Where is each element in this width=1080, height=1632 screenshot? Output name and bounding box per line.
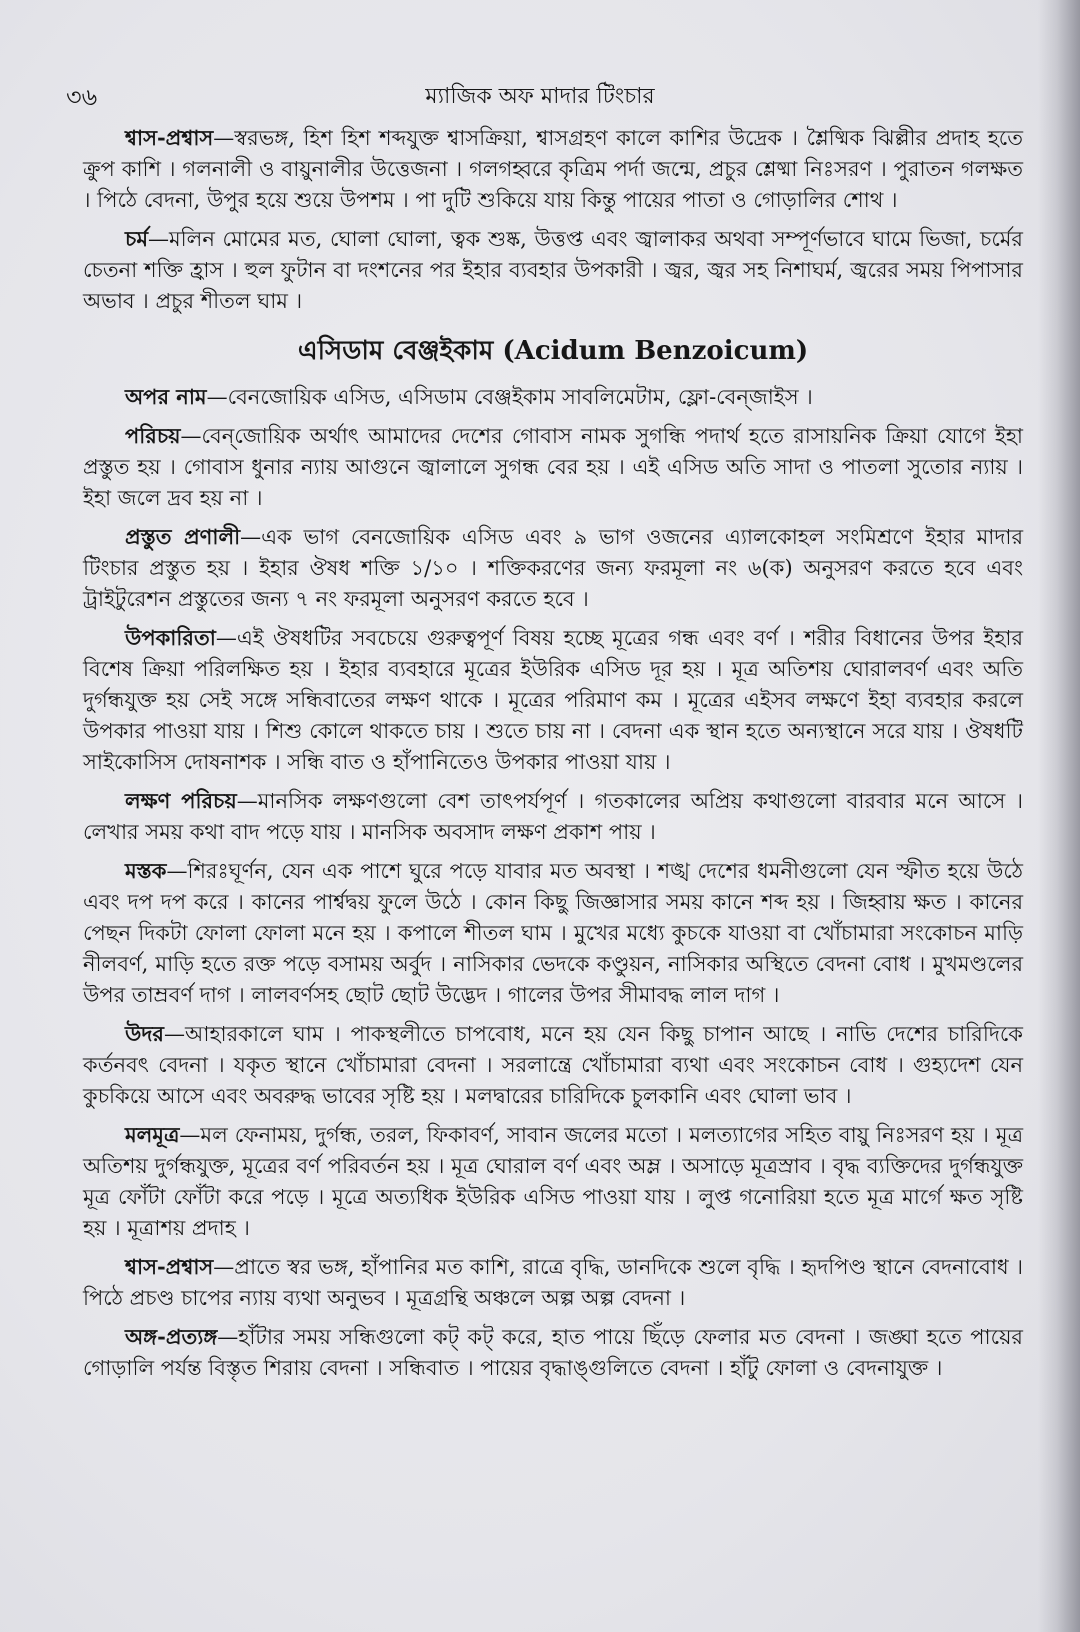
page-body xyxy=(83,122,1023,1391)
paragraph-mental-symptoms xyxy=(83,785,1023,848)
paragraph-head xyxy=(83,855,1023,1011)
paragraph-lead: অঙ্গ-প্রত্যঙ্গ xyxy=(125,1324,218,1349)
paragraph-text: —মানসিক লক্ষণগুলো বেশ তাৎপর্যপূর্ণ । গতকালের অপ্রিয় কথাগুলো বারবার মনে আসে । লেখার সময় কথা বাদ পড়ে যায় । মানসিক অবসাদ লক্ষণ প্রকাশ পায় । xyxy=(83,789,1023,844)
paragraph-text: —আহারকালে ঘাম । পাকস্থলীতে চাপবোধ, মনে হয় যেন কিছু চাপান আছে । নাভি দেশের চারিদিকে কর্তনবৎ বেদনা । যকৃত স্থানে খোঁচামারা বেদনা । সরলান্ত্রে খোঁচামারা ব্যথা এবং সংকোচন বোধ । গুহ্যদেশ যেন কুচকিয়ে আসে এবং অবরুদ্ধ ভাবের সৃষ্টি হয় । মলদ্বারের চারিদিকে চুলকানি এবং ঘোলা ভাব । xyxy=(83,1022,1023,1108)
paragraph-synonyms xyxy=(83,381,1023,413)
paragraph-text: —শিরঃঘূর্ণন, যেন এক পাশে ঘুরে পড়ে যাবার মত অবস্থা । শঙ্খ দেশের ধমনীগুলো যেন স্ফীত হয়ে উঠে এবং দপ দপ করে । কানের পার্শ্বদ্বয় ফুলে উঠে । কোন কিছু জিজ্ঞাসার সময় কানে শব্দ হয় । জিহ্বায় ক্ষত । কানের পেছন দিকটা ফোলা ফোলা মনে হয় । কপালে শীতল ঘাম । মুখের মধ্যে কুচকে যাওয়া বা খোঁচামারা সংকোচন মাড়ি নীলবর্ণ, মাড়ি হতে রক্ত পড়ে বসাময় অর্বুদ । নাসিকার ভেদকে কণ্ডুয়ন, নাসিকার অস্থিতে বেদনা বোধ । মুখমণ্ডলের উপর তাম্রবর্ণ দাগ । লালবর্ণসহ ছোট ছোট উদ্ভেদ । গালের উপর সীমাবদ্ধ লাল দাগ । xyxy=(83,859,1023,1007)
paragraph-lead: প্রস্তুত প্রণালী xyxy=(125,524,241,549)
paragraph-lead: শ্বাস-প্রশ্বাস xyxy=(125,125,214,150)
paragraph-abdomen xyxy=(83,1018,1023,1112)
paragraph-preparation xyxy=(83,521,1023,615)
paragraph-stool-urine xyxy=(83,1119,1023,1244)
paragraph-extremities xyxy=(83,1321,1023,1384)
page-edge-shadow xyxy=(1038,0,1080,1632)
paragraph-lead: উদর xyxy=(125,1021,164,1046)
paragraph-text: —এক ভাগ বেনজোয়িক এসিড এবং ৯ ভাগ ওজনের এ্যালকোহল সংমিশ্রণে ইহার মাদার টিংচার প্রস্তুত হয় । ইহার ঔষধ শক্তি ১/১০ । শক্তিকরণের জন্য ফরমূলা নং ৬(ক) অনুসরণ করতে হবে এবং ট্রাইটুরেশন প্রস্তুতের জন্য ৭ নং ফরমূলা অনুসরণ করতে হবে । xyxy=(83,525,1023,611)
paragraph-lead: চর্ম xyxy=(125,226,148,251)
page-number: ৩৬ xyxy=(66,83,98,111)
remedy-heading: এসিডাম বেঞ্জইকাম (Acidum Benzoicum) xyxy=(297,336,809,366)
paragraph-lead: শ্বাস-প্রশ্বাস xyxy=(125,1254,214,1279)
paragraph-text: —স্বরভঙ্গ, হিশ হিশ শব্দযুক্ত শ্বাসক্রিয়া, শ্বাসগ্রহণ কালে কাশির উদ্রেক । শ্লৈষ্মিক ঝিল্লীর প্রদাহ হতে ক্রুপ কাশি । গলনালী ও বায়ুনালীর উত্তেজনা । গলগহ্বরে কৃত্রিম পর্দা জন্মে, প্রচুর শ্লেষ্মা নিঃসরণ । পুরাতন গলক্ষত । পিঠে বেদনা, উপুর হয়ে শুয়ে উপশম । পা দুটি শুকিয়ে যায় কিন্তু পায়ের পাতা ও গোড়ালির শোথ । xyxy=(83,126,1023,212)
paragraph-lead: মলমূত্র xyxy=(125,1122,180,1147)
paragraph-respiration xyxy=(83,1251,1023,1314)
paragraph-text: —বেন্‌জোয়িক অর্থাৎ আমাদের দেশের গোবাস নামক সুগন্ধি পদার্থ হতে রাসায়নিক ক্রিয়া যোগে ইহা প্রস্তুত হয় । গোবাস ধুনার ন্যায় আগুনে জ্বালালে সুগন্ধ বের হয় । এই এসিড অতি সাদা ও পাতলা সুতোর ন্যায় । ইহা জলে দ্রব হয় না । xyxy=(83,424,1023,510)
paragraph-lead: উপকারিতা xyxy=(125,625,216,650)
paragraph-lead: পরিচয় xyxy=(125,423,181,448)
paragraph-text: —মলিন মোমের মত, ঘোলা ঘোলা, ত্বক শুষ্ক, উত্তপ্ত এবং জ্বালাকর অথবা সম্পূর্ণভাবে ঘামে ভিজা, চর্মের চেতনা শক্তি হ্রাস । হুল ফুটান বা দংশনের পর ইহার ব্যবহার উপকারী । জ্বর, জ্বর সহ নিশাঘর্ম, জ্বরের সময় পিপাসার অভাব । প্রচুর শীতল ঘাম । xyxy=(83,227,1023,313)
paragraph-introduction xyxy=(83,420,1023,514)
paragraph-text: —বেনজোয়িক এসিড, এসিডাম বেঞ্জইকাম সাবলিমেটাম, ফ্লো-বেন্‌জাইস । xyxy=(206,385,813,409)
running-title: ম্যাজিক অফ মাদার টিংচার xyxy=(425,84,655,109)
paragraph-text: —এই ঔষধটির সবচেয়ে গুরুত্বপূর্ণ বিষয় হচ্ছে মূত্রের গন্ধ এবং বর্ণ । শরীর বিধানের উপর ইহার বিশেষ ক্রিয়া পরিলক্ষিত হয় । ইহার ব্যবহারে মূত্রের ইউরিক এসিড দূর হয় । মূত্র অতিশয় ঘোরালবর্ণ এবং অতি দুর্গন্ধযুক্ত হয় সেই সঙ্গে সন্ধিবাতের লক্ষণ থাকে । মূত্রের পরিমাণ কম । মূত্রের এইসব লক্ষণে ইহা ব্যবহার করলে উপকার পাওয়া যায় । শিশু কোলে থাকতে চায় । শুতে চায় না । বেদনা এক স্থান হতে অন্যস্থানে সরে যায় । ঔষধটি সাইকোসিস দোষনাশক । সন্ধি বাত ও হাঁপানিতেও উপকার পাওয়া যায় । xyxy=(83,626,1023,774)
paragraph-lead: মস্তক xyxy=(125,858,167,883)
paragraph-skin xyxy=(83,223,1023,317)
paragraph-respiration-previous xyxy=(83,122,1023,216)
paragraph-text: —প্রাতে স্বর ভঙ্গ, হাঁপানির মত কাশি, রাত্রে বৃদ্ধি, ডানদিকে শুলে বৃদ্ধি । হৃদপিণ্ড স্থানে বেদনাবোধ । পিঠে প্রচণ্ড চাপের ন্যায় ব্যথা অনুভব । মূত্রগ্রন্থি অঞ্চলে অল্প অল্প বেদনা । xyxy=(83,1255,1023,1310)
paragraph-text: —মল ফেনাময়, দুর্গন্ধ, তরল, ফিকাবর্ণ, সাবান জলের মতো । মলত্যাগের সহিত বায়ু নিঃসরণ হয় । মূত্র অতিশয় দুর্গন্ধযুক্ত, মূত্রের বর্ণ পরিবর্তন হয় । মূত্র ঘোরাল বর্ণ এবং অম্ল । অসাড়ে মূত্রস্রাব । বৃদ্ধ ব্যক্তিদের দুর্গন্ধযুক্ত মূত্র ফোঁটা ফোঁটা করে পড়ে । মূত্রে অত্যধিক ইউরিক এসিড পাওয়া যায় । লুপ্ত গনোরিয়া হতে মূত্র মার্গে ক্ষত সৃষ্টি হয় । মূত্রাশয় প্রদাহ । xyxy=(83,1123,1023,1240)
running-header xyxy=(0,79,1080,115)
paragraph-uses xyxy=(83,622,1023,778)
paragraph-lead: অপর নাম xyxy=(125,384,207,409)
paragraph-lead: লক্ষণ পরিচয় xyxy=(125,788,237,813)
paragraph-text: —হাঁটার সময় সন্ধিগুলো কট্ কট্ করে, হাত পায়ে ছিঁড়ে ফেলার মত বেদনা । জঙ্ঘা হতে পায়ের গোড়ালি পর্যন্ত বিস্তৃত শিরায় বেদনা । সন্ধিবাত । পায়ের বৃদ্ধাঙ্গুলিতে বেদনা । হাঁটু ফোলা ও বেদনাযুক্ত । xyxy=(83,1325,1023,1380)
